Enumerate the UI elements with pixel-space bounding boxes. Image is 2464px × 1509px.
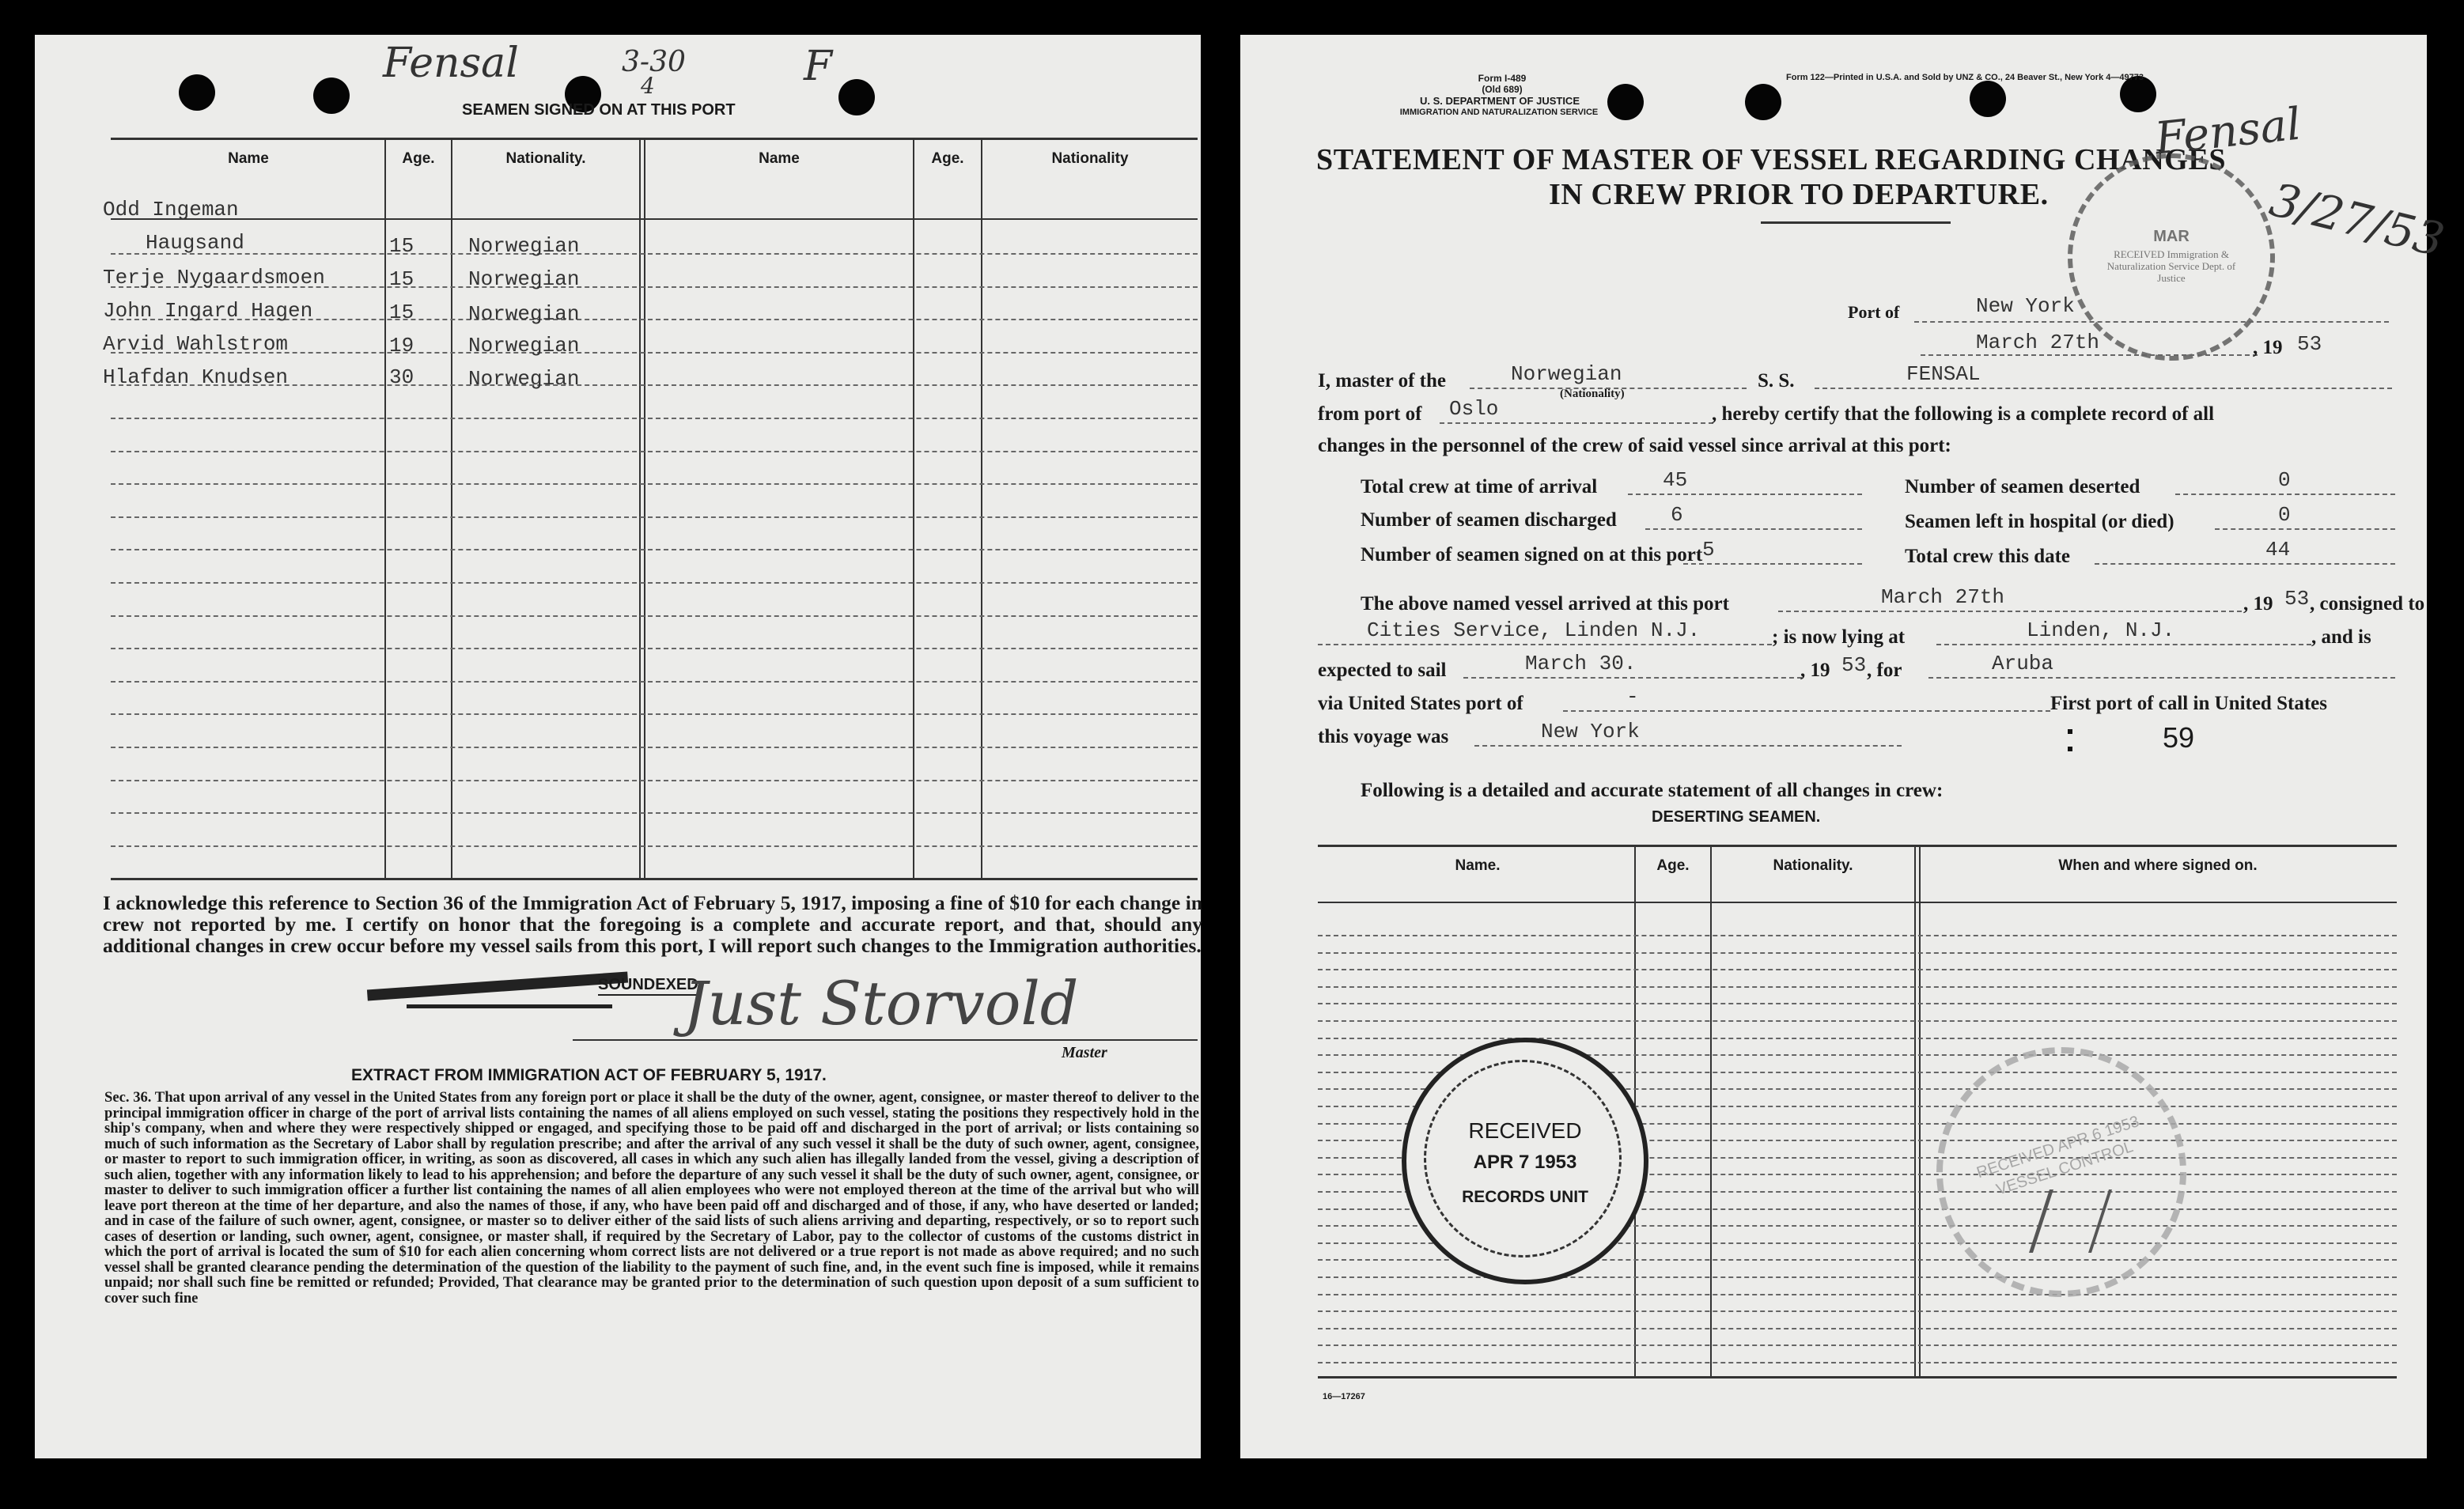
arrived-year: 53 [2284, 587, 2310, 611]
year-value: 53 [2297, 332, 2322, 356]
date-rule [1921, 354, 2258, 356]
crew-age: 15 [389, 234, 414, 258]
col-header-nationality: Nationality. [505, 150, 586, 167]
rule [1928, 677, 2395, 679]
department-name: U. S. DEPARTMENT OF JUSTICE [1420, 95, 1580, 107]
total-date-value: 44 [2265, 538, 2291, 562]
stamp-mar-label: MAR [2153, 228, 2190, 245]
handwritten-date: 3/27/53 [2265, 172, 2450, 268]
from-port-label: from port of [1318, 403, 1422, 425]
rule [1645, 528, 1862, 530]
crew-nationality: Norwegian [468, 267, 580, 291]
row-rule [1318, 1276, 2397, 1278]
col-header-age-2: Age. [931, 150, 964, 167]
deserted-value: 0 [2278, 468, 2291, 492]
col-header-nationality-2: Nationality [1051, 150, 1129, 167]
table-bottom-rule [1318, 1376, 2397, 1379]
row-rule [111, 812, 1198, 814]
col-divider [384, 139, 386, 878]
master-signature: Just Storvold [683, 968, 1079, 1038]
col-divider [981, 139, 982, 878]
col-header-name: Name [228, 150, 269, 167]
dot-mark [2068, 747, 2072, 751]
dot-mark [2068, 729, 2072, 734]
crew-name: Hlafdan Knudsen [103, 365, 289, 389]
row-rule [1318, 1310, 2397, 1312]
handwritten-letter: F [804, 43, 833, 90]
total-arrival-label: Total crew at time of arrival [1361, 476, 1598, 497]
stamp-received-label: RECEIVED [1468, 1118, 1582, 1143]
lying-value: Linden, N.J. [2027, 618, 2175, 642]
row-rule [111, 615, 1198, 617]
table-top-rule [1318, 845, 2397, 847]
crew-name: Odd Ingeman [103, 198, 239, 221]
col-divider [1919, 846, 1921, 1376]
discharged-value: 6 [1671, 503, 1683, 527]
row-rule [1318, 986, 2397, 988]
certify-text: , hereby certify that the following is a complete record of all [1712, 403, 2215, 425]
row-rule [1318, 1294, 2397, 1295]
consignee-value: Cities Service, Linden N.J. [1367, 618, 1701, 642]
vessel-control-stamp [1936, 1047, 2186, 1297]
row-rule [111, 418, 1198, 419]
scribble-mark [367, 972, 628, 1001]
col-divider [1914, 846, 1916, 1376]
hospital-value: 0 [2278, 503, 2291, 527]
form-old: (Old 689) [1482, 84, 1523, 95]
consigned-label: , consigned to [2310, 593, 2425, 615]
rule [1778, 611, 2242, 612]
row-rule [111, 747, 1198, 748]
rule [2095, 563, 2395, 565]
col-divider [644, 139, 645, 878]
punch-hole [313, 78, 350, 114]
voyage-value: New York [1541, 720, 1640, 743]
footer-code: 16—17267 [1323, 1392, 1365, 1401]
date-value: March 27th [1976, 331, 2100, 354]
crew-nationality: Norwegian [468, 334, 580, 357]
row-rule [1318, 1038, 2397, 1039]
crew-nationality: Norwegian [468, 367, 580, 391]
certify-text-2: changes in the personnel of the crew of said vessel since arrival at this port: [1318, 435, 1951, 456]
total-arrival-value: 45 [1663, 468, 1688, 492]
stamp-mar-text: RECEIVED Immigration & Naturalization Service Dept. of Justice [2106, 248, 2236, 284]
arrived-value: March 27th [1881, 585, 2005, 609]
row-rule [1318, 969, 2397, 970]
crew-age: 15 [389, 301, 414, 324]
voyage-label: this voyage was [1318, 726, 1449, 747]
rule [1318, 644, 1772, 645]
rule [2175, 494, 2395, 495]
crew-name: John Ingard Hagen [103, 299, 313, 323]
expected-label: expected to sail [1318, 660, 1447, 681]
row-rule [111, 451, 1198, 452]
year-prefix: , 19 [2253, 337, 2283, 358]
form-title-line2: IN CREW PRIOR TO DEPARTURE. [1549, 178, 2049, 211]
row-rule [1318, 1003, 2397, 1004]
col-header-age: Age. [1656, 857, 1690, 874]
form-title-line1: STATEMENT OF MASTER OF VESSEL REGARDING CHANGES [1316, 143, 2227, 176]
extract-heading: EXTRACT FROM IMMIGRATION ACT OF FEBRUARY 5, 1917. [351, 1066, 827, 1084]
crew-name: Haugsand [146, 231, 244, 255]
discharged-label: Number of seamen discharged [1361, 509, 1617, 531]
expected-year: 53 [1841, 653, 1867, 677]
title-underline [1761, 221, 1951, 224]
from-port-value: Oslo [1449, 397, 1499, 421]
received-stamp-mar [2068, 153, 2275, 361]
row-rule [111, 845, 1198, 847]
lying-label: ; is now lying at [1772, 626, 1906, 648]
extract-text: Sec. 36. That upon arrival of any vessel in the United States from any foreign port or place it shall be the duty of the owner, agent, consignee, or master thereof to deliver to the principal immigration officer in charge of the port of arrival lists containing the names of all aliens employed on such vessel, stating the positions they respectively hold in the ship's company, when and where they were respectively shipped or engaged, and specifying those to be paid off and discharged in the port of arrival; or lists containing so much of such information as the Secretary of Labor shall by regulation prescribe; and after the arrival of any such vessel it shall be the duty of such owner, agent, consignee, or master to report to such immigration officer, in writing, as soon as discovered, all cases in which any such alien has illegally landed from the vessel, giving a description of such alien, together with any information likely to lead to his apprehension; and before the departure of any such vessel it shall be the duty of such owner, agent, consignee, or master to deliver to such immigration officer a further list containing the names of all alien employees who were not employed thereon at the time of the arrival but who will leave port thereon at the time of her departure, and also the names of those, if any, who have been paid off and discharged and of those, if any, who have deserted or landed; and in case of the failure of such owner, agent, consignee, or master so to deliver either of the said lists of such aliens arriving and departing, respectively, or so to report such cases of desertion or landing, such owner, agent, consignee, or master shall, if required by the Secretary of Labor, pay to the collector of customs of the customs district in which the port of arrival is located the sum of $10 for each alien concerning whom correct lists are not delivered or a true report is not made as above required; and no such vessel shall be granted clearance pending the determination of the question of the liability to the payment of such fine, and, in the event such fine is imposed, while it remains unpaid; nor shall such fine be remitted or refunded; Provided, That clearance may be granted prior to the determination of such question upon deposit of a sum sufficient to cover such fine [104, 1089, 1199, 1307]
crew-name: Arvid Wahlstrom [103, 332, 289, 356]
row-rule [1318, 935, 2397, 936]
row-rule [1318, 1362, 2397, 1363]
row-rule [1318, 952, 2397, 954]
deserting-heading: DESERTING SEAMEN. [1652, 808, 1821, 826]
signed-on-value: 5 [1702, 538, 1715, 562]
row-rule [111, 713, 1198, 715]
crew-nationality: Norwegian [468, 234, 580, 258]
rule [1463, 677, 1802, 679]
following-text: Following is a detailed and accurate statement of all changes in crew: [1361, 780, 1944, 801]
rule [1936, 644, 2311, 645]
rule [1628, 494, 1862, 495]
col-header-name: Name. [1455, 857, 1501, 874]
col-divider [639, 139, 641, 878]
crew-age: 30 [389, 365, 414, 389]
rule [1563, 710, 2050, 712]
signature-line [573, 1039, 1198, 1041]
total-date-label: Total crew this date [1905, 546, 2071, 567]
row-rule [111, 648, 1198, 649]
hospital-label: Seamen left in hospital (or died) [1905, 511, 2174, 532]
acknowledgement-text: I acknowledge this reference to Section 36 of the Immigration Act of February 5, 1917, imposing a fine of $10 for each change in crew not reported by me. I certify on honor that the foregoing is a complete and accurate report, and that, should any additional changes in crew occur before my vessel sails from this port, I will report such changes to the Immigration authorities. [103, 891, 1202, 957]
crew-age: 15 [389, 267, 414, 291]
row-rule [111, 780, 1198, 781]
handwritten-vessel: Fensal [2152, 98, 2303, 165]
rule [1474, 745, 1902, 747]
port-value: New York [1976, 294, 2075, 318]
nationality-caption: (Nationality) [1560, 388, 1625, 400]
rule [1683, 563, 1862, 565]
punch-hole [1970, 81, 2006, 117]
row-rule [111, 681, 1198, 683]
via-label: via United States port of [1318, 693, 1523, 714]
punch-hole [179, 74, 215, 111]
from-port-rule [1440, 422, 1713, 424]
row-rule [111, 549, 1198, 550]
table-bottom-rule [111, 878, 1198, 880]
table-top-rule [111, 138, 1198, 140]
handwritten-sub: 4 [641, 73, 655, 99]
table-header-rule [111, 218, 1198, 220]
vessel-rule [1815, 388, 2392, 389]
row-rule [111, 516, 1198, 518]
row-rule [1318, 1328, 2397, 1329]
row-rule [1318, 1020, 2397, 1022]
port-label: Port of [1848, 302, 1900, 322]
punch-hole [1745, 84, 1781, 120]
stamp-faint-text: RECEIVED APR 6 1953 VESSEL CONTROL [1974, 1113, 2142, 1199]
soundexed-stamp: SOUNDEXED [598, 976, 698, 996]
nationality-rule [1470, 388, 1747, 389]
side-number: 59 [2163, 721, 2195, 754]
master-of-label: I, master of the [1318, 370, 1446, 391]
form-number: Form I-489 [1478, 73, 1527, 84]
first-port-label: First port of call in United States [2050, 693, 2327, 714]
col-header-age: Age. [402, 150, 435, 167]
punch-hole [838, 79, 875, 115]
arrived-label: The above named vessel arrived at this port [1361, 593, 1729, 615]
received-stamp [1402, 1038, 1648, 1284]
nationality-value: Norwegian [1511, 362, 1622, 386]
crew-name: Terje Nygaardsmoen [103, 266, 325, 289]
service-name: IMMIGRATION AND NATURALIZATION SERVICE [1399, 108, 1599, 117]
handwritten-date: 3-30 [622, 46, 686, 78]
scribble-mark [407, 1004, 612, 1008]
year-prefix-3: , 19 [1800, 660, 1830, 681]
crew-nationality: Norwegian [468, 302, 580, 326]
master-caption: Master [1062, 1044, 1107, 1061]
col-divider [913, 139, 914, 878]
left-heading: SEAMEN SIGNED ON AT THIS PORT [462, 101, 736, 119]
port-rule [1914, 321, 2389, 323]
right-page [1240, 35, 2450, 1458]
signed-on-label: Number of seamen signed on at this port [1361, 544, 1703, 565]
for-label: , for [1867, 660, 1902, 681]
deserted-label: Number of seamen deserted [1905, 476, 2140, 497]
and-is-label: , and is [2311, 626, 2371, 648]
for-value: Aruba [1992, 652, 2054, 675]
row-rule [111, 253, 1198, 255]
printer-note: Form 122—Printed in U.S.A. and Sold by UNZ & CO., 24 Beaver St., New York 4—49773 [1786, 73, 2144, 82]
col-header-nationality: Nationality. [1773, 857, 1853, 874]
col-header-signed-on: When and where signed on. [2058, 857, 2258, 874]
stamp-records-unit: RECORDS UNIT [1462, 1188, 1588, 1206]
row-rule [1318, 1344, 2397, 1346]
ss-label: S. S. [1758, 370, 1795, 391]
expected-value: March 30. [1525, 652, 1637, 675]
col-header-name-2: Name [759, 150, 800, 167]
year-prefix-2: , 19 [2243, 593, 2273, 615]
crew-age: 19 [389, 334, 414, 357]
left-page [35, 35, 1201, 1458]
table-header-rule [1318, 902, 2397, 903]
rule [2215, 528, 2395, 530]
vessel-value: FENSAL [1906, 362, 1981, 386]
stamp-received-date: APR 7 1953 [1473, 1152, 1577, 1173]
handwritten-vessel-name: Fensal [383, 40, 519, 87]
via-value: - [1626, 685, 1639, 709]
col-divider [1710, 846, 1712, 1376]
row-rule [111, 483, 1198, 485]
row-rule [111, 582, 1198, 584]
col-divider [451, 139, 452, 878]
